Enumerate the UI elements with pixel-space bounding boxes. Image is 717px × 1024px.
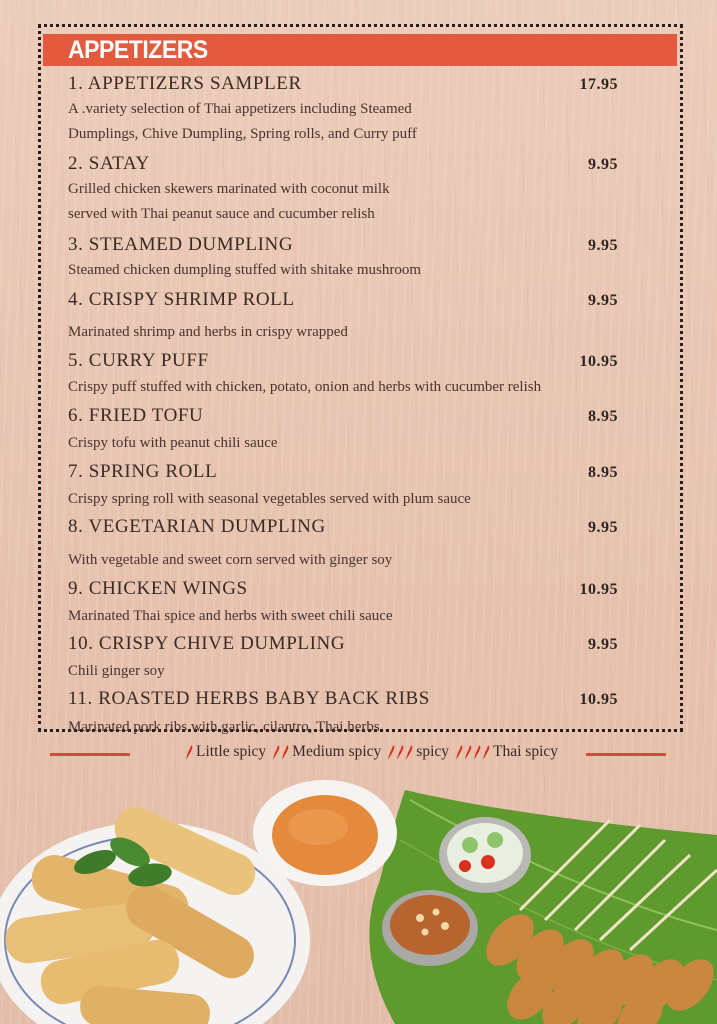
menu-item-2	[68, 153, 628, 175]
item-desc: Crispy puff stuffed with chicken, potato, onion and herbs with cucumber relish	[68, 379, 542, 395]
menu-item-3	[68, 234, 628, 256]
item-price: 10.95	[579, 353, 618, 370]
item-price: 9.95	[588, 237, 618, 254]
item-name: 3. STEAMED DUMPLING	[68, 234, 294, 255]
menu-item-8	[68, 516, 628, 538]
menu-item-9	[68, 578, 628, 600]
section-title: APPETIZERS	[68, 36, 208, 64]
item-price: 9.95	[588, 292, 618, 309]
chili-pepper-icon	[387, 744, 414, 761]
menu-item-7	[68, 461, 628, 483]
item-name: 9. CHICKEN WINGS	[68, 578, 248, 599]
legend-medium-spicy: Medium spicy	[292, 743, 382, 760]
legend-little-spicy: Little spicy	[196, 743, 267, 760]
item-desc: Crispy spring roll with seasonal vegetables served with plum sauce	[68, 491, 471, 507]
item-name: 2. SATAY	[68, 153, 150, 174]
chili-pepper-icon	[455, 744, 491, 761]
item-price: 17.95	[579, 76, 618, 93]
chili-pepper-icon	[185, 744, 194, 761]
item-price: 9.95	[588, 519, 618, 536]
legend-spicy: spicy	[416, 743, 450, 760]
item-desc: Chili ginger soy	[68, 663, 165, 679]
legend-entries	[185, 743, 558, 761]
legend-divider	[50, 753, 130, 756]
item-name: 6. FRIED TOFU	[68, 405, 204, 426]
item-name: 10. CRISPY CHIVE DUMPLING	[68, 633, 346, 654]
menu-item-11	[68, 688, 628, 710]
item-desc: Marinated Thai spice and herbs with sweet chili sauce	[68, 608, 393, 624]
item-price: 8.95	[588, 464, 618, 481]
item-desc: served with Thai peanut sauce and cucumber relish	[68, 206, 375, 222]
spice-legend	[50, 743, 666, 765]
legend-divider	[586, 753, 666, 756]
item-name: 7. SPRING ROLL	[68, 461, 218, 482]
menu-item-10	[68, 633, 628, 655]
item-price: 10.95	[579, 691, 618, 708]
item-price: 9.95	[588, 156, 618, 173]
legend-thai-spicy: Thai spicy	[493, 743, 559, 760]
menu-item-6	[68, 405, 628, 427]
item-desc: With vegetable and sweet corn served with ginger soy	[68, 552, 393, 568]
item-desc: Steamed chicken dumpling stuffed with shitake mushroom	[68, 262, 421, 278]
item-name: 4. CRISPY SHRIMP ROLL	[68, 289, 295, 310]
food-photos	[0, 780, 717, 1024]
item-desc: Marinated shrimp and herbs in crispy wrapped	[68, 324, 348, 340]
menu-item-4	[68, 289, 628, 311]
item-name: 1. APPETIZERS SAMPLER	[68, 73, 302, 94]
item-name: 8. VEGETARIAN DUMPLING	[68, 516, 326, 537]
menu-item-5	[68, 350, 628, 372]
chili-pepper-icon	[272, 744, 290, 761]
item-name: 11. ROASTED HERBS BABY BACK RIBS	[68, 688, 430, 709]
item-desc: Marinated pork ribs with garlic, cilantro, Thai herbs	[68, 719, 380, 735]
item-price: 9.95	[588, 636, 618, 653]
item-desc: Crispy tofu with peanut chili sauce	[68, 435, 278, 451]
item-desc: A .variety selection of Thai appetizers including Steamed	[68, 101, 412, 117]
item-name: 5. CURRY PUFF	[68, 350, 209, 371]
item-desc: Grilled chicken skewers marinated with coconut milk	[68, 181, 390, 197]
menu-item-1	[68, 73, 628, 95]
item-price: 10.95	[579, 581, 618, 598]
item-desc: Dumplings, Chive Dumpling, Spring rolls, and Curry puff	[68, 126, 417, 142]
item-price: 8.95	[588, 408, 618, 425]
